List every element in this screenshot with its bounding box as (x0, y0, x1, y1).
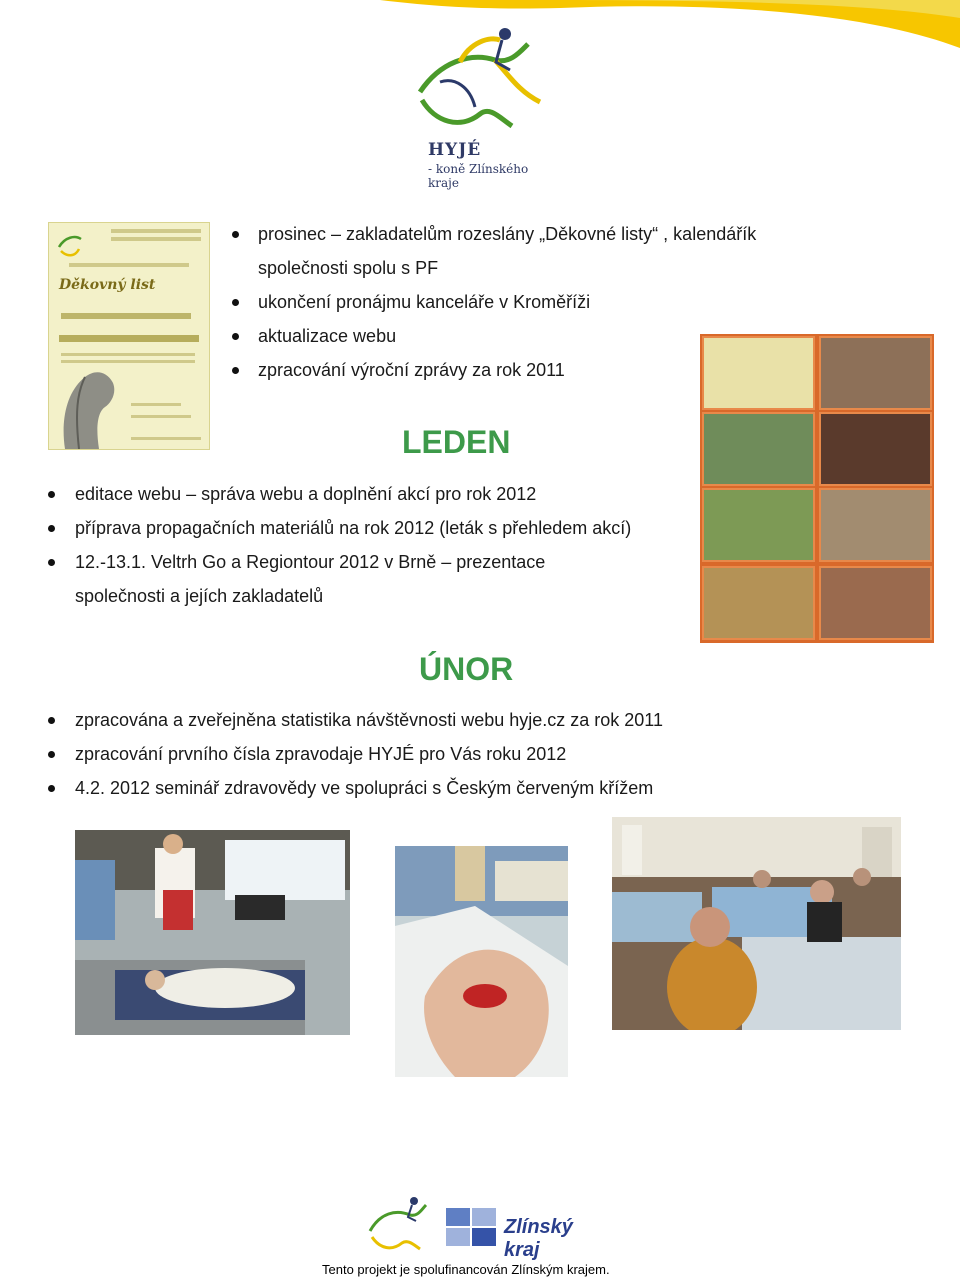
thank-you-certificate-image (48, 222, 210, 450)
bullet-icon (48, 751, 55, 758)
logo-name: HYJÉ (428, 140, 482, 160)
horse-head-icon (55, 363, 125, 449)
poster-thumbnail (702, 488, 815, 562)
bullet-icon (48, 717, 55, 724)
list-item: aktualizace webu (232, 319, 756, 353)
small-logo-icon (55, 229, 85, 259)
list-item: 12.-13.1. Veltrh Go a Regiontour 2012 v Brně – prezentace (48, 545, 631, 579)
poster-thumbnail (702, 336, 815, 410)
list-item: zpracování výroční zprávy za rok 2011 (232, 353, 756, 387)
horse-rider-icon (400, 22, 560, 137)
poster-thumbnail (819, 566, 932, 640)
list-item: ukončení pronájmu kanceláře v Kroměříži (232, 285, 756, 319)
list-item: zpracování prvního čísla zpravodaje HYJÉ pro Vás roku 2012 (48, 737, 663, 771)
seminar-photo-wound-dressing (395, 846, 568, 1077)
logo-subtitle: - koně Zlínského kraje (428, 162, 529, 190)
zlinsky-kraj-logo (446, 1206, 606, 1261)
unor-list (48, 703, 663, 805)
poster-thumbnail (702, 566, 815, 640)
list-item: 4.2. 2012 seminář zdravovědy ve spolupráci s Českým červeným křížem (48, 771, 663, 805)
leden-list (48, 477, 631, 613)
seminar-photo-first-aid-demo (75, 830, 350, 1035)
list-item: společnosti spolu s PF (258, 258, 439, 278)
list-item: prosinec – zakladatelům rozeslány „Děkovné listy“ , kalendářík (232, 217, 756, 251)
bullet-icon (232, 367, 239, 374)
zk-squares-icon (446, 1208, 498, 1248)
bullet-icon (48, 559, 55, 566)
bullet-icon (48, 491, 55, 498)
seminar-photo-participants (612, 817, 901, 1030)
bullet-icon (232, 231, 239, 238)
section-heading-leden: LEDEN (402, 424, 511, 460)
bullet-icon (48, 785, 55, 792)
bullet-icon (232, 333, 239, 340)
list-item: zpracována a zveřejněna statistika návštěvnosti webu hyje.cz za rok 2011 (48, 703, 663, 737)
poster-thumbnail (819, 488, 932, 562)
bullet-icon (48, 525, 55, 532)
intro-list (232, 217, 756, 387)
bullet-icon (232, 299, 239, 306)
list-item: příprava propagačních materiálů na rok 2012 (leták s přehledem akcí) (48, 511, 631, 545)
footer-cofinancing-note: Tento projekt je spolufinancován Zlínským krajem. (322, 1262, 610, 1277)
poster-thumbnail (702, 412, 815, 486)
hyje-logo (400, 22, 560, 190)
certificate-title: Děkovný list (59, 277, 156, 293)
poster-thumbnail (819, 412, 932, 486)
section-heading-unor: ÚNOR (419, 651, 514, 687)
horse-rider-icon (362, 1193, 440, 1259)
footer-hyje-logo (362, 1193, 440, 1259)
poster-thumbnail (819, 336, 932, 410)
list-item: společnosti a jejích zakladatelů (75, 586, 324, 606)
promo-posters-image (700, 334, 934, 643)
list-item: editace webu – správa webu a doplnění akcí pro rok 2012 (48, 477, 631, 511)
zlinsky-kraj-text: Zlínský kraj (504, 1216, 573, 1261)
